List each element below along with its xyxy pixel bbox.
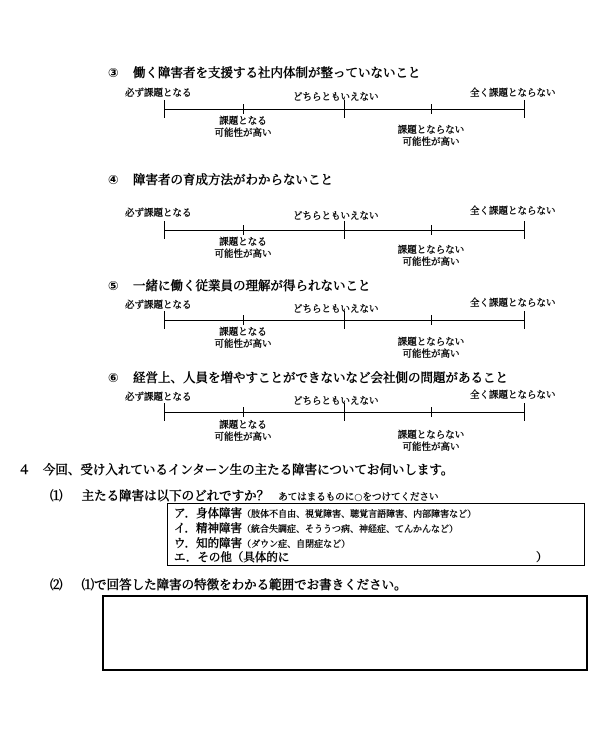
scale-left-label: 必ず課題となる	[125, 88, 192, 99]
question-text: 主たる障害は以下のどれですか？	[81, 488, 270, 503]
scale-left-label: 必ず課題となる	[125, 208, 192, 219]
scale-tick	[524, 221, 525, 239]
scale-tick	[164, 311, 165, 329]
scale-left-label: 必ず課題となる	[125, 300, 192, 311]
scale-middle-label: どちらともいえない	[293, 304, 379, 315]
scale-tick	[164, 100, 165, 118]
scale-tick	[431, 225, 432, 235]
scale-right-label: 全く課題とならない	[470, 88, 556, 99]
scale-sub-right: 課題とならない 可能性が高い	[397, 430, 465, 453]
question-number: ③	[108, 65, 119, 80]
question-text: 働く障害者を支援する社内体制が整っていないこと	[132, 65, 421, 80]
scale-tick	[431, 104, 432, 114]
scale-tick	[344, 403, 345, 421]
question-number: ⑤	[108, 278, 119, 293]
scale-left-label: 必ず課題となる	[125, 392, 192, 403]
option-physical[interactable]: ア．身体障害（肢体不自由、視覚障害、聴覚言語障害、内部障害など）	[174, 506, 477, 520]
question-4-title	[108, 170, 333, 188]
question-note: あてはまるものに○をつけてください	[278, 492, 439, 503]
scale-tick	[344, 100, 345, 118]
section-title: 今回、受け入れているインターン生の主たる障害についてお伺いします。	[42, 462, 454, 477]
scale-middle-label: どちらともいえない	[293, 211, 379, 222]
scale-tick	[431, 407, 432, 417]
scale-right-label: 全く課題とならない	[470, 298, 556, 309]
scale-tick	[164, 221, 165, 239]
option-other[interactable]: エ．その他（具体的に	[174, 550, 290, 564]
scale-right-label: 全く課題とならない	[470, 206, 556, 217]
scale-middle-label: どちらともいえない	[293, 92, 379, 103]
question-6-title	[108, 368, 508, 386]
question-text: 一緒に働く従業員の理解が得られないこと	[132, 278, 371, 293]
question-number: ④	[108, 172, 119, 187]
scale-sub-left: 課題となる 可能性が高い	[214, 327, 272, 350]
scale-tick	[524, 403, 525, 421]
question-text: 経営上、人員を増やすことができないなど会社側の問題があること	[132, 370, 508, 385]
scale-tick	[344, 311, 345, 329]
option-intellectual[interactable]: ウ．知的障害（ダウン症、自閉症など）	[174, 536, 351, 550]
question-number: ⑥	[108, 370, 119, 385]
scale-sub-left: 課題となる 可能性が高い	[214, 116, 272, 139]
scale-tick	[344, 221, 345, 239]
question-text: ⑴で回答した障害の特徴をわかる範囲でお書きください。	[81, 577, 407, 592]
scale-sub-left: 課題となる 可能性が高い	[214, 420, 272, 443]
scale-sub-left: 課題となる 可能性が高い	[214, 237, 272, 260]
scale-tick	[524, 100, 525, 118]
scale-right-label: 全く課題とならない	[470, 390, 556, 401]
option-mental[interactable]: イ．精神障害（統合失調症、そううつ病、神経症、てんかんなど）	[174, 521, 458, 535]
question-number: ⑵	[50, 577, 63, 592]
question-number: ⑴	[50, 488, 63, 503]
scale-sub-right: 課題とならない 可能性が高い	[397, 337, 465, 360]
scale-tick	[243, 407, 244, 417]
scale-middle-label: どちらともいえない	[293, 396, 379, 407]
scale-tick	[164, 403, 165, 421]
scale-tick	[243, 225, 244, 235]
question-3-title	[108, 63, 420, 81]
scale-tick	[524, 311, 525, 329]
section-4-heading	[18, 460, 453, 478]
scale-sub-right: 課題とならない 可能性が高い	[397, 245, 465, 268]
scale-tick	[431, 315, 432, 325]
question-4-2	[50, 574, 407, 593]
question-4-1	[50, 485, 439, 504]
question-5-title	[108, 276, 370, 294]
scale-sub-right: 課題とならない 可能性が高い	[397, 125, 465, 148]
scale-tick	[243, 104, 244, 114]
question-text: 障害者の育成方法がわからないこと	[132, 172, 333, 187]
answer-textarea[interactable]	[102, 595, 588, 671]
section-number: ４	[18, 462, 31, 477]
scale-tick	[243, 315, 244, 325]
option-other-close-paren: ）	[536, 550, 548, 564]
